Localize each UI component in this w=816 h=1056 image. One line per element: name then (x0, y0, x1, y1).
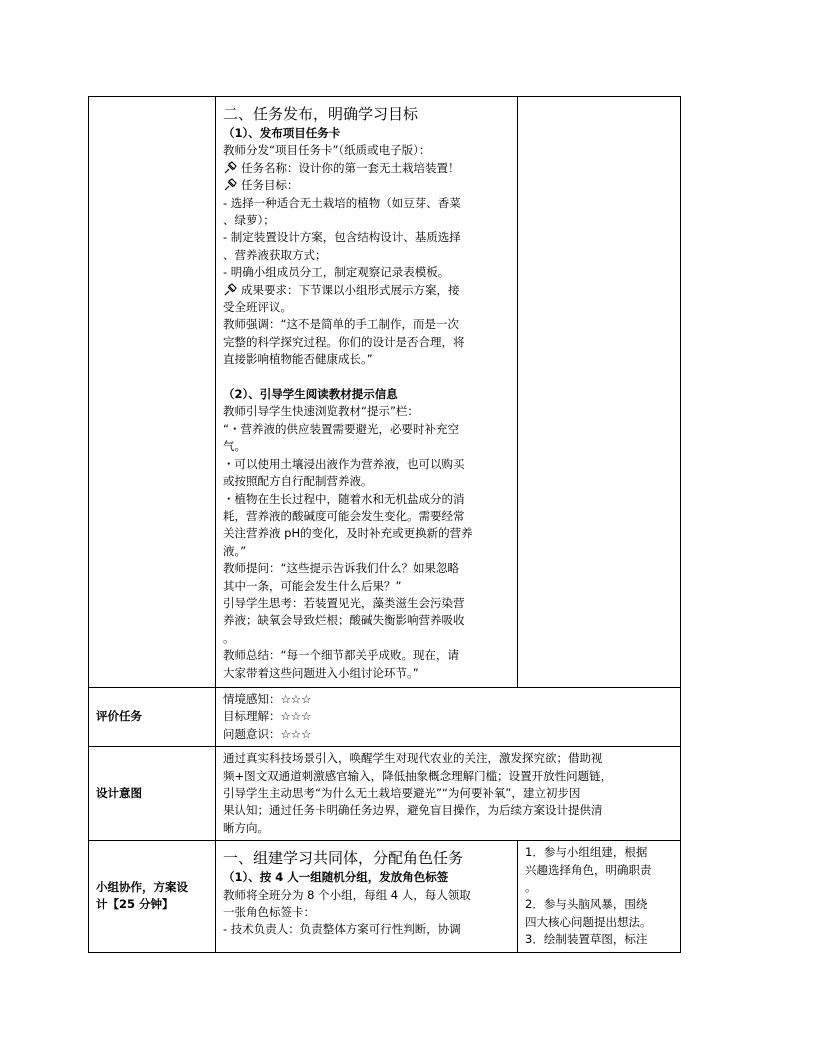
design-intent-line: 晰方向。 (223, 820, 269, 835)
goal-line: - 明确小组成员分工，制定观察记录表模板。 (223, 265, 450, 280)
evaluation-item: 问题意识：☆☆☆ (223, 726, 312, 741)
group-line: 教师将全班分为 8 个小组，每组 4 人，每人领取 (223, 887, 471, 902)
student-activity-line: 。 (525, 880, 537, 895)
group-collab-label-line: 小组协作，方案设 (96, 880, 188, 895)
goal-line: - 制定装置设计方案，包含结构设计、基质选择 (223, 230, 461, 245)
guide-line: 大家带着这些问题进入小组讨论环节。” (223, 665, 419, 680)
student-activity-line: 3．绘制装置草图，标注 (525, 932, 648, 947)
guide-line: 关注营养液 pH的变化，及时补充或更换新的营养 (223, 526, 473, 541)
task-name-line (223, 160, 511, 177)
student-activity-line: 四大核心问题提出想法。 (525, 914, 652, 929)
goal-line: 、营养液获取方式； (223, 247, 327, 262)
task-goal-line (223, 177, 511, 194)
section-heading: 二、任务发布，明确学习目标 (223, 105, 419, 123)
guide-line: 。 (223, 630, 235, 645)
evaluation-label: 评价任务 (89, 688, 216, 747)
design-intent-row (89, 747, 681, 841)
group-collab-label (89, 841, 216, 952)
guide-line: 气。 (223, 439, 246, 454)
guide-line: 或按照配方自行配制营养液。 (223, 474, 373, 489)
guide-line: “・营养液的供应装置需要避光，必要时补充空 (223, 421, 459, 436)
sub-heading-1: （1）、发布项目任务卡 (223, 126, 341, 140)
pushpin-icon (223, 282, 241, 299)
guide-line: 教师总结：“每一个细节都关乎成败。现在，请 (223, 648, 459, 663)
group-collab-cell (216, 841, 518, 952)
group-collab-row (89, 841, 681, 952)
guide-line: 养液；缺氧会导致烂根；酸碱失衡影响营养吸收 (223, 613, 465, 628)
guide-line: 引导学生思考：若装置见光，藻类滋生会污染营 (223, 595, 465, 610)
result-req-line (223, 282, 511, 299)
result-req: 成果要求：下节课以小组形式展示方案，接 (241, 282, 460, 297)
guide-line: 液。” (223, 543, 247, 558)
design-intent-line: 频+图文双通道刺激感官输入，降低抽象概念理解门槛；设置开放性问题链， (223, 768, 613, 783)
goal-line: - 选择一种适合无土栽培的植物（如豆芽、香菜 (223, 195, 461, 210)
group-section-heading: 一、组建学习共同体，分配角色任务 (223, 849, 464, 868)
design-intent-cell (216, 747, 681, 841)
guide-line: 教师引导学生快速浏览教材“提示”栏： (223, 404, 419, 419)
task-release-cell (216, 97, 518, 688)
guide-line: ・植物在生长过程中，随着水和无机盐成分的消 (223, 491, 465, 506)
task-name: 任务名称：设计你的第一套无土栽培装置！ (241, 160, 460, 175)
emphasis-line: 完整的科学探究过程。你们的设计是否合理，将 (223, 334, 465, 349)
pushpin-icon (223, 177, 241, 194)
pushpin-icon (223, 160, 241, 177)
design-intent-line: 果认知；通过任务卡明确任务边界，避免盲目操作，为后续方案设计提供清 (223, 803, 603, 818)
group-line: 一张角色标签卡： (223, 905, 315, 920)
task-goal-label: 任务目标： (241, 178, 299, 193)
student-activity-cell (518, 841, 681, 952)
intro-text: 教师分发“项目任务卡”（纸质或电子版）： (223, 143, 431, 158)
evaluation-row (89, 688, 681, 747)
evaluation-cell (216, 688, 681, 747)
student-activity-line: 兴趣选择角色，明确职责 (525, 862, 652, 877)
emphasis-line: 直接影响植物能否健康成长。” (223, 352, 373, 367)
group-collab-label-line: 计【25 分钟】 (96, 897, 174, 912)
evaluation-item: 情境感知：☆☆☆ (223, 692, 312, 706)
spacer (223, 369, 511, 386)
emphasis-line: 教师强调：“这不是简单的手工制作，而是一次 (223, 317, 459, 332)
group-sub-heading: （1）、按 4 人一组随机分组，发放角色标签 (223, 870, 449, 885)
guide-line: 其中一条，可能会发生什么后果？” (223, 578, 402, 593)
student-activity-line: 1．参与小组组建，根据 (525, 845, 648, 860)
design-intent-line: 通过真实科技场景引入，唤醒学生对现代农业的关注，激发探究欲；借助视 (223, 751, 603, 766)
goal-line: 、绿萝）； (223, 213, 275, 228)
design-intent-label: 设计意图 (89, 747, 216, 841)
left-empty-cell (89, 97, 216, 688)
sub-heading-2: （2）、引导学生阅读教材提示信息 (223, 387, 398, 402)
design-intent-line: 引导学生主动思考“为什么无土栽培要避光”“为何要补氧”，建立初步因 (223, 786, 581, 801)
evaluation-item: 目标理解：☆☆☆ (223, 709, 312, 724)
right-empty-cell (518, 97, 681, 688)
guide-line: 教师提问：“这些提示告诉我们什么？如果忽略 (223, 561, 459, 576)
guide-line: 耗，营养液的酸碱度可能会发生变化。需要经常 (223, 508, 465, 523)
result-req-cont: 受全班评议。 (223, 300, 292, 315)
task-release-row (89, 97, 681, 688)
guide-line: ・可以使用土壤浸出液作为营养液，也可以购买 (223, 456, 465, 471)
group-line: - 技术负责人：负责整体方案可行性判断，协调 (223, 922, 461, 937)
lesson-plan-table (88, 96, 681, 953)
student-activity-line: 2．参与头脑风暴，围绕 (525, 897, 648, 912)
